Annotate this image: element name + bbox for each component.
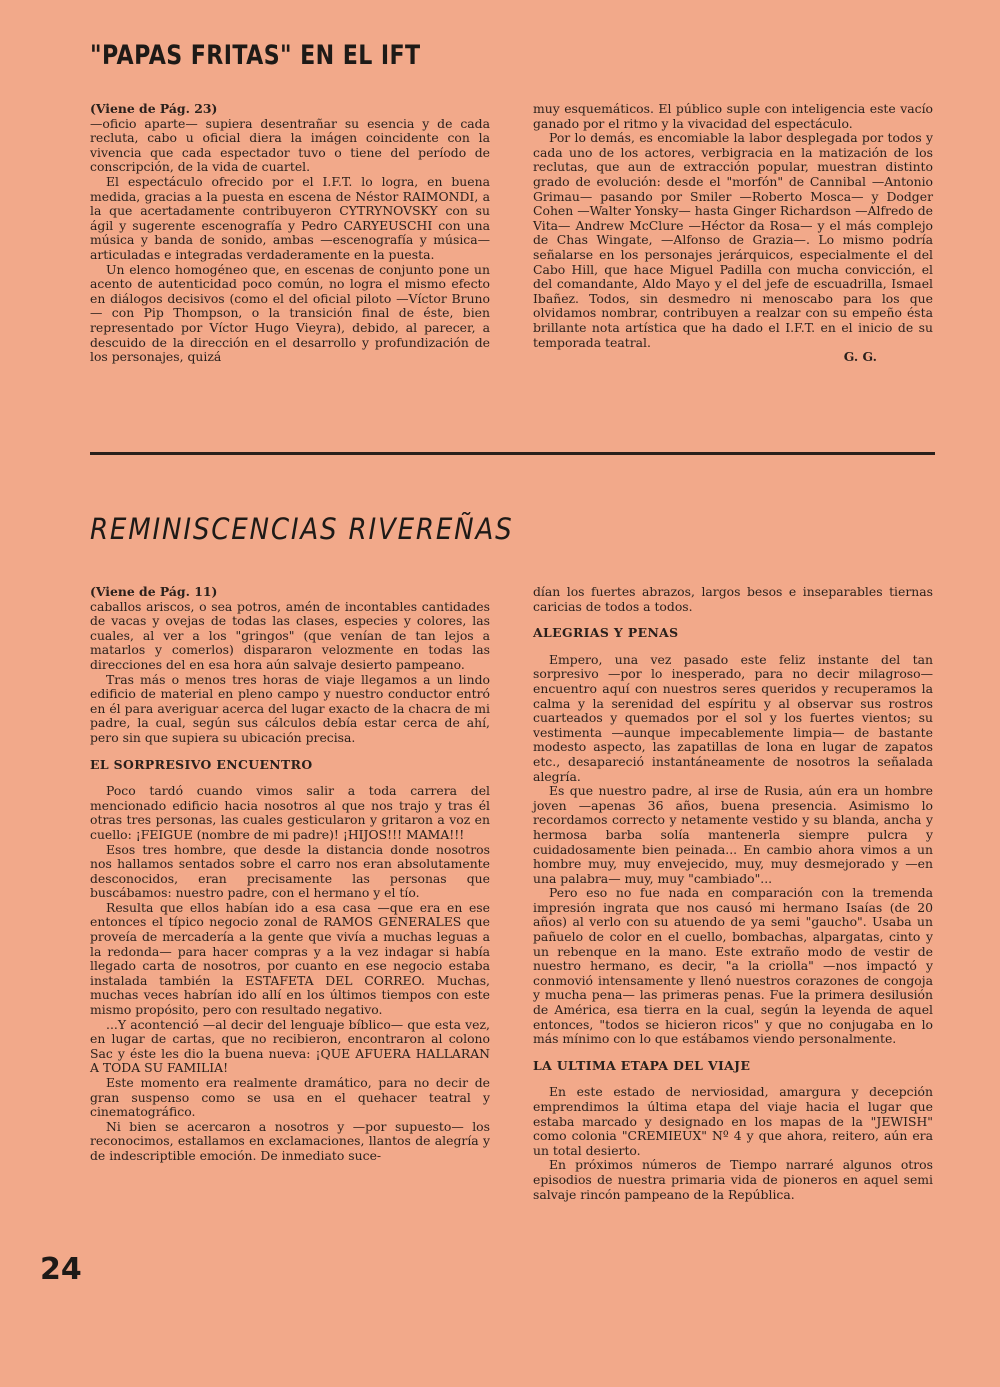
paragraph: Resulta que ellos habían ido a esa casa —que era en ese entonces el típico negocio zonal de RAMOS GENERALES que proveía de mercadería a la gente que vivía a muchas leguas a la redonda— para hacer compras y a la vez indagar si había llegado carta de nosotros, por cuanto en ese negocio estaba instalada también la ESTAFETA DEL CORREO. Muchas, muchas veces habrían ido allí en los últimos tiempos con este mismo propósito, pero con resultado negativo. <box>90 899 490 1018</box>
paragraph: —oficio aparte— supiera desentrañar su esencia y de cada recluta, cabo u oficial diera la imágen coincidente con la vivencia que cada espectador tuvo o tiene del período de conscripción, de la vida de cuartel. <box>90 115 490 175</box>
paragraph: Poco tardó cuando vimos salir a toda carrera del mencionado edificio hacia nosotros al que nos trajo y tras él otras tres personas, las cuales gesticularon y gritaron a voz en cuello: ¡FEIGUE (nombre de mi padre)! ¡HIJOS!!! MAMA!!! <box>90 783 490 842</box>
paragraph: El espectáculo ofrecido por el I.F.T. lo logra, en buena medida, gracias a la puesta en escena de Néstor RAIMONDI, a la que acertadamente contribuyeron CYTRYNOVSKY con su ágil y sugerente escenografía y Pedro CARYEUSCHI con una música y banda de sonido, ambas —escenografía y música— articuladas e integradas verdaderamente en la puesta. <box>90 173 490 262</box>
paragraph: Este momento era realmente dramático, para no decir de gran suspenso como se usa en el quehacer teatral y cinematográfico. <box>90 1075 490 1120</box>
paragraph: Un elenco homogéneo que, en escenas de conjunto pone un acento de autenticidad poco común, no logra el mismo efecto en diálogos decisivos (como el del oficial piloto —Víctor Bruno— con Pip Thompson, o la transición final de éste, bien representado por Víctor Hugo Vieyra), debido, al parecer, a descuido de la dirección en el desarrollo y profundización de los personajes, quizá <box>90 261 490 365</box>
section-heading: ALEGRIAS Y PENAS <box>533 625 679 641</box>
section-divider <box>90 452 935 455</box>
paragraph: caballos ariscos, o sea potros, amén de incontables cantidades de vacas y ovejas de todas las clases, especies y colores, las cuales, al ver a los "gringos" (que venían de tan lejos a matarlos y comerlos) dispararon velozmente en todas las direcciones del en esa hora aún salvaje desierto pampeano. <box>90 598 490 672</box>
paragraph: Pero eso no fue nada en comparación con la tremenda impresión ingrata que nos causó mi hermano Isaías (de 20 años) al verlo con su atuendo de ya semi "gaucho". Usaba un pañuelo de color en el cuello, bombachas, alpargatas, cinto y un rebenque en la mano. Este extraño modo de vestir de nuestro hermano, es decir, "a la criolla" —nos impactó y conmovió intensamente y llenó nuestros corazones de congoja y mucha pena— las primeras penas. Fue la primera desilusión de América, esa tierra en la cual, según la leyenda de aquel entonces, "todos se hicieron ricos" y que no conjugaba en lo más mínimo con lo que estábamos viendo personalmente. <box>533 885 933 1047</box>
paragraph: En próximos números de Tiempo narraré algunos otros episodios de nuestra primaria vida de pioneros en aquel semi salvaje rincón pampeano de la República. <box>533 1157 933 1202</box>
paragraph: muy esquemáticos. El público suple con inteligencia este vacío ganado por el ritmo y la vivacidad del espectáculo. <box>533 101 933 131</box>
paragraph: Ni bien se acercaron a nosotros y —por supuesto— los reconocimos, estallamos en exclamaciones, llantos de alegría y de indescriptible emoción. De inmediato suce- <box>90 1118 490 1163</box>
article1-column-left <box>90 102 490 365</box>
article2-column-right <box>533 585 933 1202</box>
continued-from-reference: (Viene de Pág. 23) <box>90 101 218 116</box>
page-number: 24 <box>40 1252 82 1287</box>
paragraph: Empero, una vez pasado este feliz instante del tan sorpresivo —por lo inesperado, para no decir milagroso— encuentro aquí con nuestros seres queridos y recuperamos la calma y la serenidad del espíritu y al observar sus rostros cuarteados y quemados por el sol y los fuertes vientos; su vestimenta —aunque impecablemente limpia— de bastante modesto aspecto, las zapatillas de lona en lugar de zapatos etc., desapareció instantáneamente de nosotros la señalada alegría. <box>533 651 933 784</box>
paragraph: En este estado de nerviosidad, amargura y decepción emprendimos la última etapa del viaje hacia el lugar que estaba marcado y designado en los mapas de la "JEWISH" como colonia "CREMIEUX" Nº 4 y que ahora, reitero, aún era un total desierto. <box>533 1084 933 1158</box>
section-heading: LA ULTIMA ETAPA DEL VIAJE <box>533 1057 751 1073</box>
paragraph: Es que nuestro padre, al irse de Rusia, aún era un hombre joven —apenas 36 años, buena presencia. Asimismo lo recordamos correcto y netamente vestido y su blanda, ancha y hermosa barba solía mantenerla siempre pulcra y cuidadosamente bien peinada... En cambio ahora vimos a un hombre muy, muy envejecido, muy, muy desmejorado y —en una palabra— muy, muy "cambiado"... <box>533 783 933 886</box>
paragraph: Por lo demás, es encomiable la labor desplegada por todos y cada uno de los actores, verbigracia en la matización de los reclutas, que aun de extracción popular, muestran distinto grado de evolución: desde el "morfón" de Cannibal —Antonio Grimau— pasando por Smiler —Roberto Mosca— y Dodger Cohen —Walter Yonsky— hasta Ginger Richardson —Alfredo de Vita— Andrew McClure —Héctor da Rosa— y el más complejo de Chas Wingate, —Alfonso de Grazia—. Lo mismo podría señalarse en los personajes jerárquicos, especialmente el del Cabo Hill, que hace Miguel Padilla con mucha convicción, el del comandante, Aldo Mayo y el del jefe de escuadrilla, Ismael Ibañez. Todos, sin desmedro ni menoscabo para los que olvidamos nombrar, contribuyen a realzar con su empeño ésta brillante nota artística que ha dado el I.F.T. en el inicio de su temporada teatral. <box>533 130 933 350</box>
paragraph: ...Y acontenció —al decir del lenguaje bíblico— que esta vez, en lugar de cartas, que no recibieron, encontraron al colono Sac y éste les dio la buena nueva: ¡QUE AFUERA HALLARAN A TODA SU FAMILIA! <box>90 1016 490 1076</box>
section-heading: EL SORPRESIVO ENCUENTRO <box>90 756 313 772</box>
paragraph: Esos tres hombre, que desde la distancia donde nosotros nos hallamos sentados sobre el carro nos eran absolutamente desconocidos, eran precisamente las personas que buscábamos: nuestro padre, con el hermano y el tío. <box>90 841 490 901</box>
article-title-reminiscencias: REMINISCENCIAS RIVEREÑAS <box>90 512 514 546</box>
article2-column-left <box>90 585 490 1164</box>
continued-from-reference: (Viene de Pág. 11) <box>90 584 218 599</box>
paragraph: dían los fuertes abrazos, largos besos e inseparables tiernas caricias de todos a todos. <box>533 584 933 614</box>
author-signature: G. G. <box>843 349 877 365</box>
paragraph: Tras más o menos tres horas de viaje llegamos a un lindo edificio de material en pleno campo y nuestro conductor entró en él para averiguar acerca del lugar exacto de la chacra de mi padre, la cual, según sus cálculos debía estar cerca de ahí, pero sin que supiera su ubicación precisa. <box>90 671 490 745</box>
article-title-papas-fritas: "PAPAS FRITAS" EN EL IFT <box>90 40 421 71</box>
article1-column-right <box>533 102 933 365</box>
